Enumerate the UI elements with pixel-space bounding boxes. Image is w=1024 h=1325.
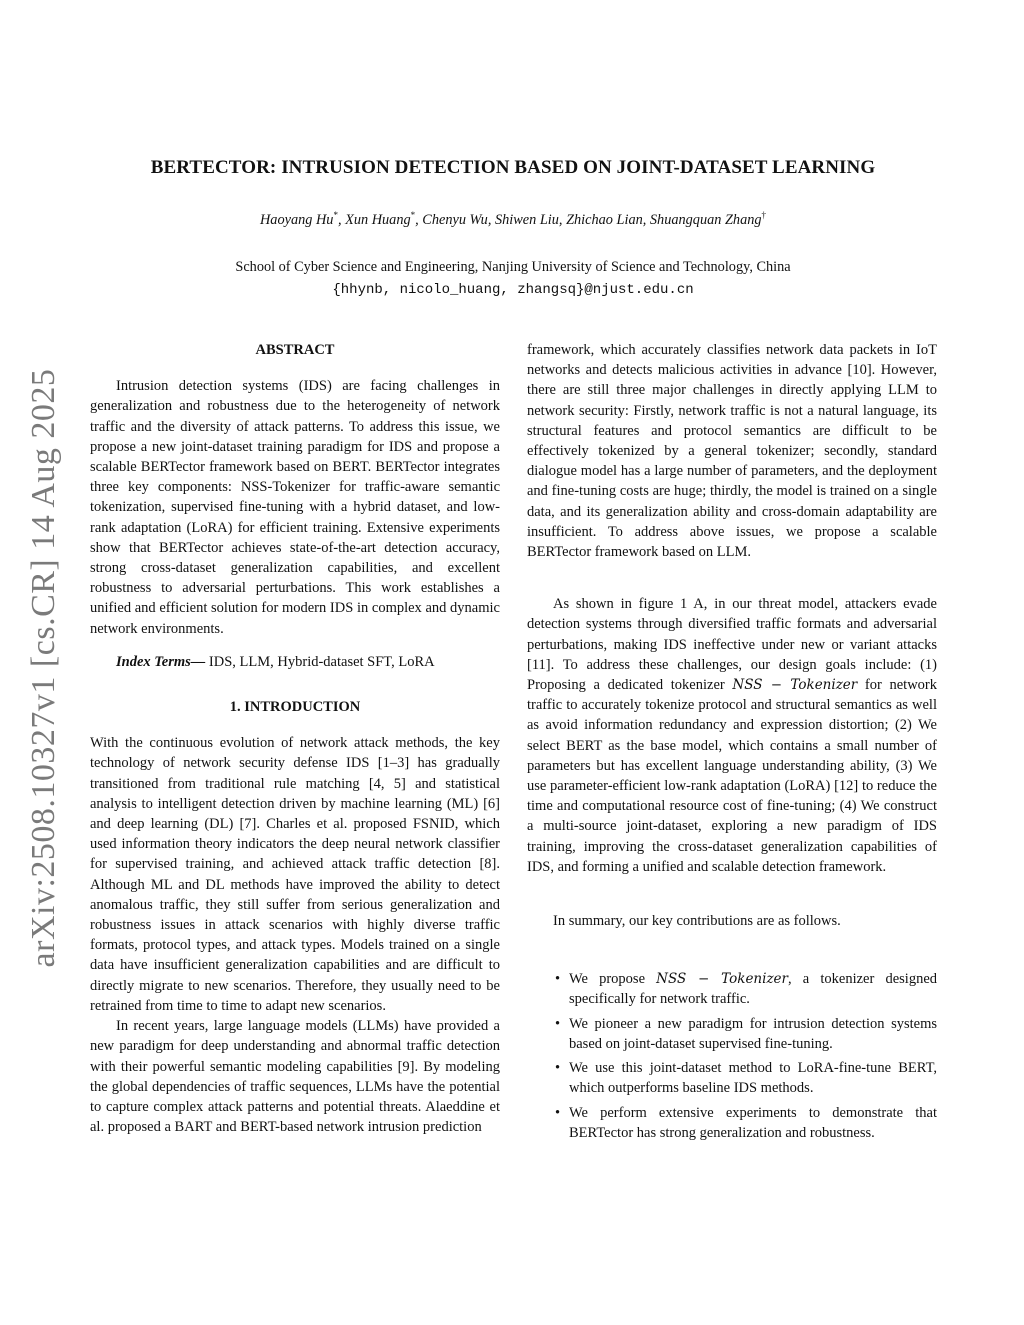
author-name: Shiwen Liu (494, 211, 559, 228)
right-column (527, 340, 937, 1147)
abstract-heading: ABSTRACT (255, 342, 335, 358)
bullet-icon: • (555, 1060, 561, 1077)
author-list (90, 210, 936, 229)
author-mark: † (761, 210, 767, 220)
index-terms-label: Index Terms— (116, 653, 206, 670)
author-name: Chenyu Wu (422, 211, 488, 228)
paragraph-text: As shown in figure 1 A, in our threat model, attackers evade detection systems through diversified traffic formats and adversarial perturbations, making IDS ineffective under new or variant attacks [11]. To address these challenges, our design goals include: (1) Proposing a dedicated tokenizer (527, 596, 937, 694)
intro-paragraph-3: framework, which accurately classifies network data packets in IoT networks and detects malicious activities in advance [10]. However, there are still three major challenges in directly applying LLM to network security: Firstly, network traffic is not a natural language, its structural features and protocol semantics are difficult to be effectively tokenized by a general tokenizer; secondly, standard dialogue model has a large number of parameters, and the deployment and fine-tuning costs are huge; thirdly, the model is trained on a single data, and its generalization ability and cross-domain adaptability are insufficient. To address above issues, we propose a scalable BERTector framework based on LLM. (527, 342, 937, 561)
bullet-icon: • (555, 971, 561, 988)
affiliation: School of Cyber Science and Engineering, Nanjing University of Science and Technology, China (235, 259, 791, 275)
list-text: We propose (569, 971, 657, 988)
author-name: Haoyang Hu (259, 211, 334, 228)
author-name: Shuangquan Zhang (649, 211, 762, 228)
list-item (527, 1014, 937, 1054)
author-mark: * (333, 210, 338, 220)
list-text: We use this joint-dataset method to LoRA-fine-tune BERT, which outperforms baseline IDS methods. (569, 1060, 937, 1097)
arxiv-identifier: arXiv:2508.10327v1 [cs.CR] 14 Aug 2025 (25, 368, 62, 968)
math-nss-tokenizer: NSS − Tokenizer (732, 677, 858, 694)
list-item (527, 1103, 937, 1143)
contribution-list (527, 969, 937, 1143)
list-item (527, 969, 937, 1009)
paper-title: BERTECTOR: INTRUSION DETECTION BASED ON JOINT-DATASET LEARNING (150, 157, 876, 178)
section-heading-introduction: 1. INTRODUCTION (229, 699, 361, 716)
author-email[interactable]: {hhynb, nicolo_huang, zhangsq}@njust.edu.cn (332, 282, 694, 298)
author-separator: , (558, 211, 567, 228)
list-item (527, 1058, 937, 1098)
bullet-icon: • (555, 1015, 561, 1032)
author-name: Zhichao Lian (566, 211, 643, 228)
list-text: We pioneer a new paradigm for intrusion detection systems based on joint-dataset supervised fine-tuning. (569, 1015, 937, 1052)
paragraph-text: for network traffic to accurately tokenize protocol and structural semantics as well as avoid information redundancy and expression distortion; (2) We select BERT as the base model, which contains a small number of parameters but has excellent language understanding ability, (3) We use parameter-efficient low-rank adaptation (LoRA) [12] to reduce the time and computational resource cost of fine-tuning; (4) We construct a multi-source joint-dataset, exploring a new paradigm of IDS training, improving the cross-dataset generalization capabilities of IDS, and forming a unified and scalable detection framework. (527, 677, 937, 875)
bullet-icon: • (555, 1104, 561, 1121)
summary-sentence: In summary, our key contributions are as follows. (553, 913, 841, 930)
author-separator: , (415, 211, 423, 228)
list-text: , a tokenizer designed specifically for network traffic. (569, 971, 938, 1008)
math-nss-tokenizer: NSS − Tokenizer (656, 971, 789, 988)
author-separator: , (337, 211, 346, 228)
index-terms-text: IDS, LLM, Hybrid-dataset SFT, LoRA (205, 653, 435, 670)
left-column (90, 340, 500, 1137)
author-separator: , (487, 211, 495, 228)
author-mark: * (410, 210, 416, 220)
intro-paragraph-1: With the continuous evolution of network attack methods, the key technology of network security defense IDS [1–3] has gradually transitioned from traditional rule matching [4, 5] and statistical analysis to intelligent detection driven by machine learning (ML) [6] and deep learning (DL) [7]. Charles et al. proposed FSNID, which used information theory indicators the deep neural network classifier for supervised training, and achieved attack traffic detection [8]. Although ML and DL methods have improved the ability to detect anomalous traffic, they still suffer from serious generalization and robustness issues in attack scenarios with highly diverse traffic formats, protocol types, and attack types. Models trained on a single data have insufficient generalization capabilities and are difficult to directly migrate to new scenarios. Therefore, they usually need to be retrained from time to time to adapt new scenarios. (90, 735, 500, 1014)
list-text: We perform extensive experiments to demonstrate that BERTector has strong generalization and robustness. (569, 1104, 937, 1141)
index-terms (90, 652, 500, 672)
intro-paragraph-2: In recent years, large language models (LLMs) have provided a new paradigm for deep understanding and abnormal traffic detection with their powerful semantic modeling capabilities [9]. By modeling the global dependencies of traffic sequences, LLMs have the potential to capture complex attack patterns and potential threats. Alaeddine et al. proposed a BART and BERT-based network intrusion prediction (90, 1018, 500, 1136)
author-name: Xun Huang (345, 211, 411, 228)
author-separator: , (642, 211, 650, 228)
abstract-text: Intrusion detection systems (IDS) are facing challenges in generalization and robustness due to the heterogeneity of network traffic and the diversity of attack patterns. To address this issue, we propose a new joint-dataset training paradigm for IDS and propose a scalable BERTector framework based on BERT. BERTector integrates three key components: NSS-Tokenizer for traffic-aware semantic tokenization, supervised fine-tuning with a hybrid dataset, and low-rank adaptation (LoRA) for efficient training. Extensive experiments show that BERTector achieves state-of-the-art detection accuracy, strong cross-dataset generalization capabilities, and excellent robustness to adversarial perturbations. This work establishes a unified and efficient solution for modern IDS in complex and dynamic network environments. (90, 378, 500, 637)
intro-paragraph-4 (527, 594, 937, 877)
